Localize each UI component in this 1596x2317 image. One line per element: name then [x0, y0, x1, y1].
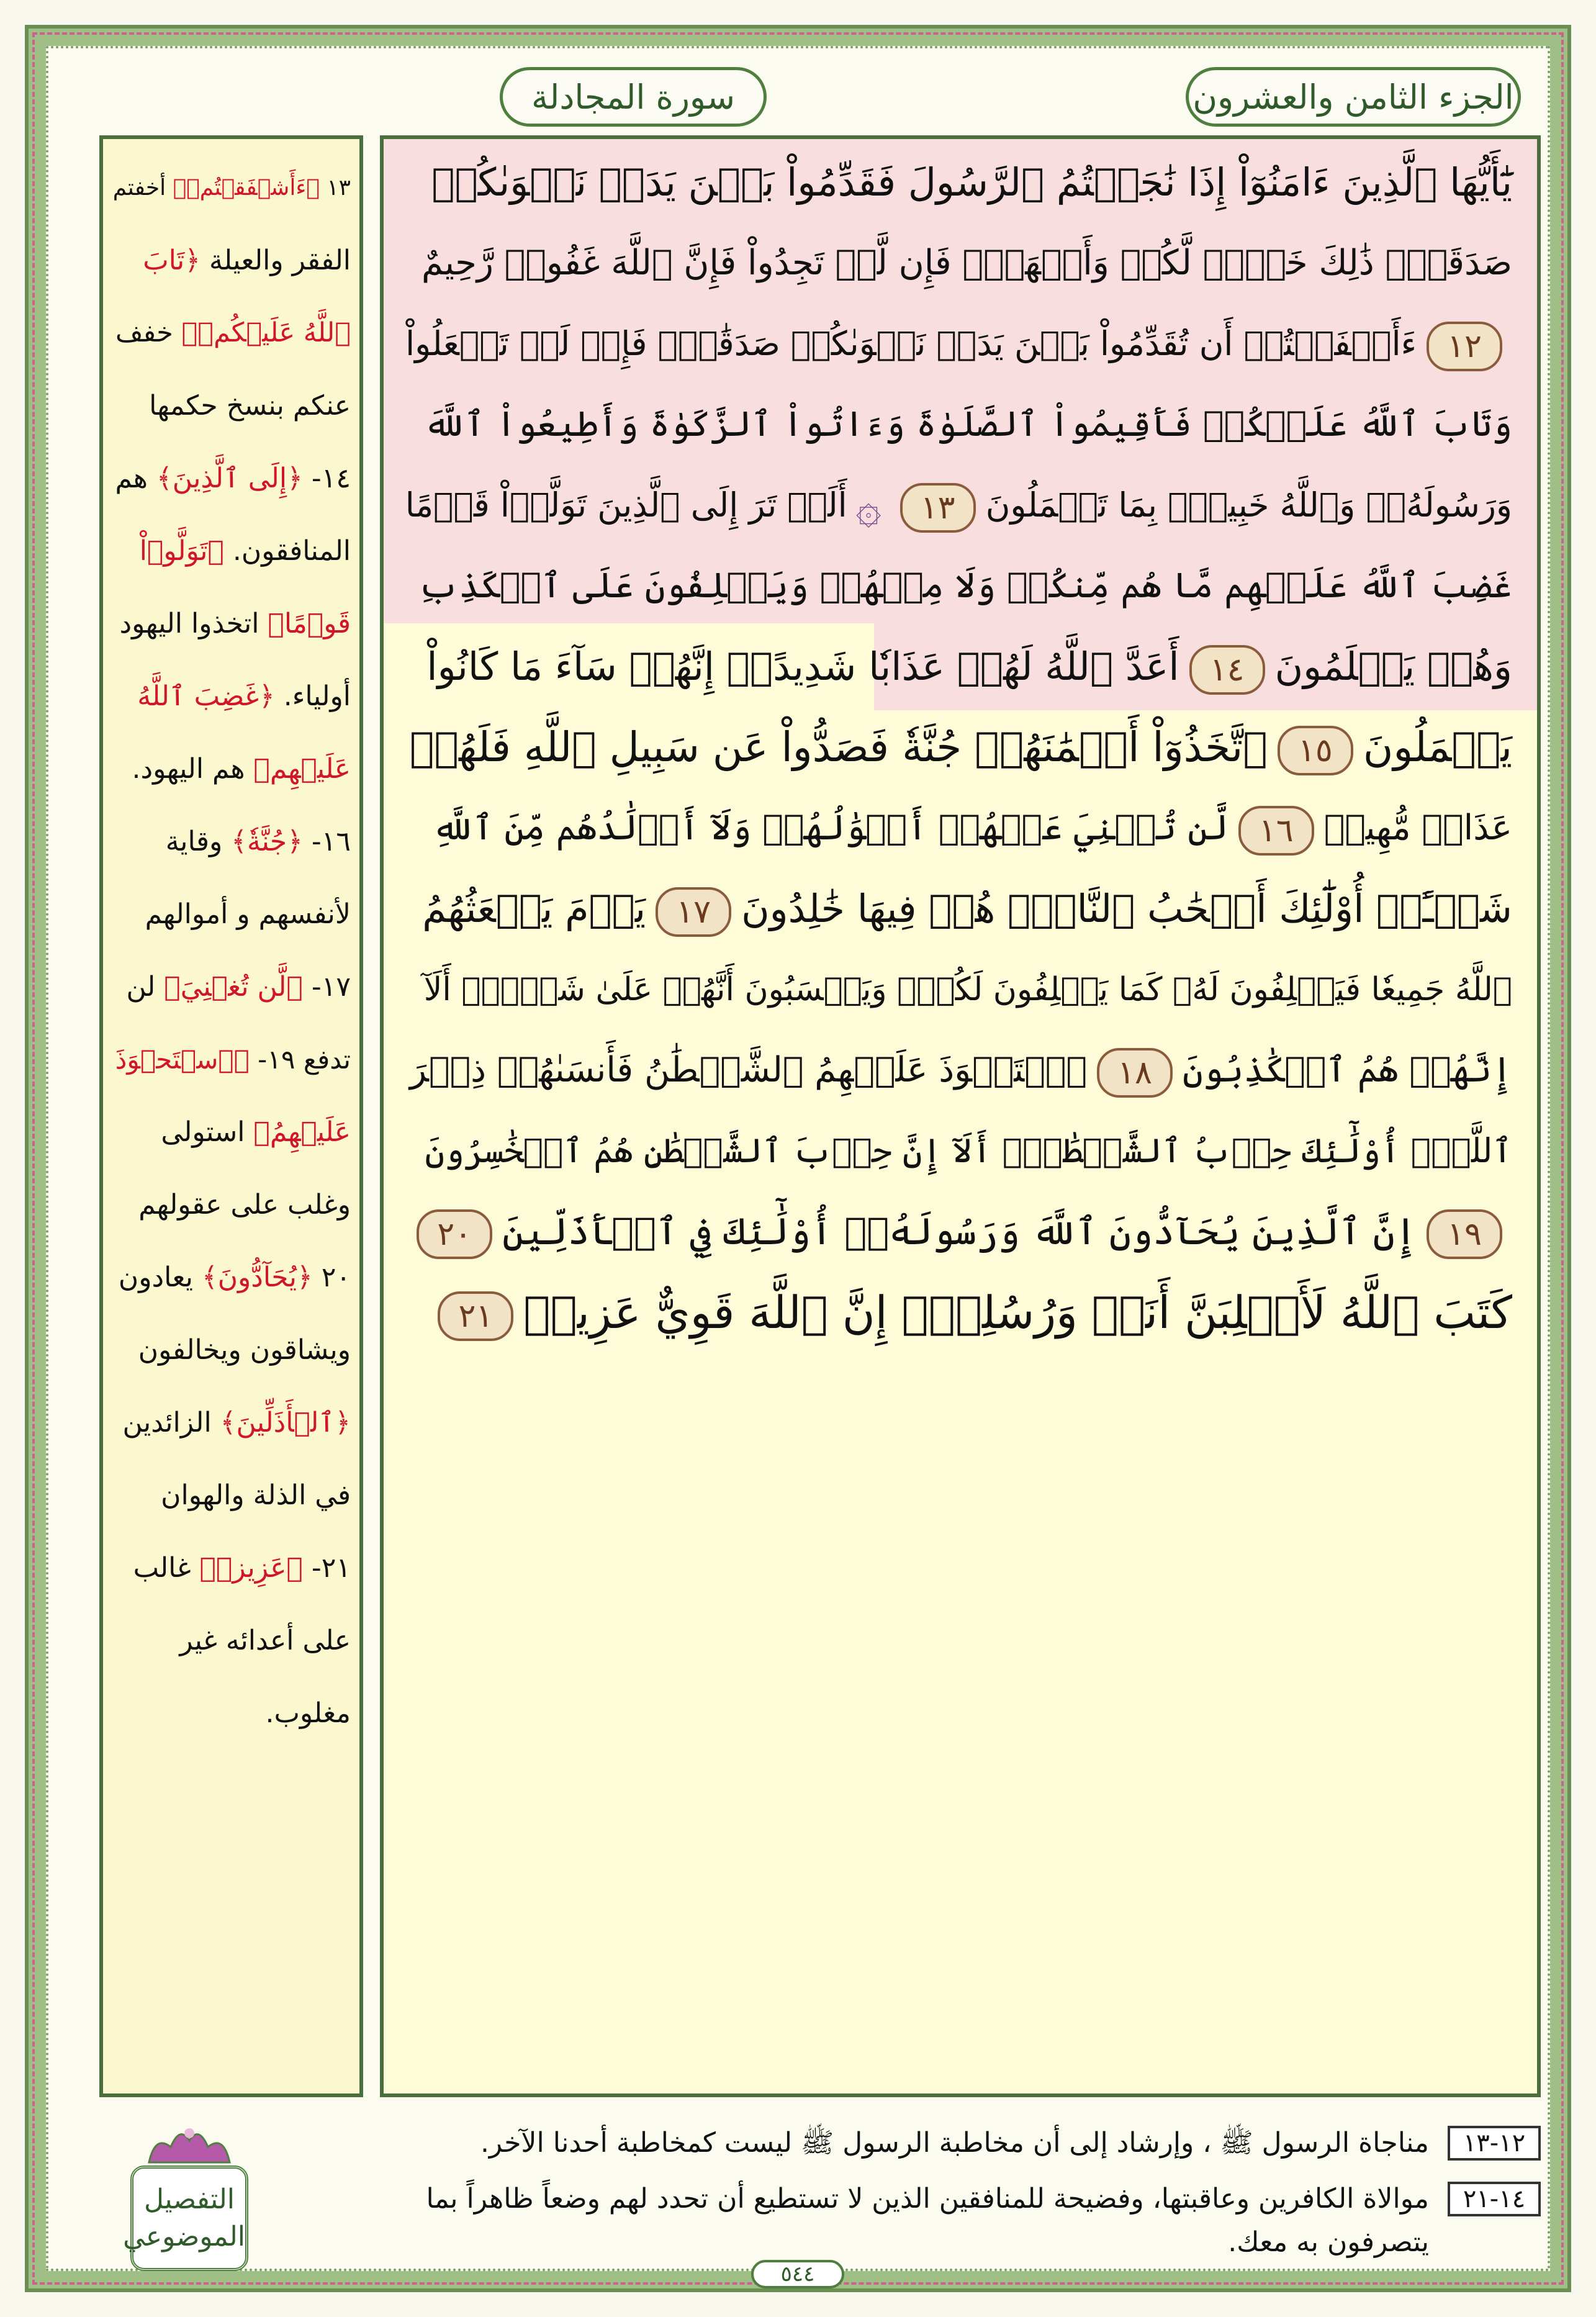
verse-line — [432, 785, 1512, 872]
topic-row — [312, 2121, 1541, 2166]
glossary-text: ويشاقون ويخالفون — [138, 1334, 351, 1366]
glossary-line — [112, 1604, 351, 1677]
glossary-text: على أعدائه غير — [179, 1625, 351, 1656]
glossary-text: أخفتم — [112, 175, 173, 201]
glossary-text: ١٣ — [319, 175, 351, 201]
ayah-number-marker: ١٤ — [1189, 645, 1265, 695]
glossary-line — [112, 151, 351, 224]
glossary-text: ٢٠ — [312, 1262, 351, 1293]
verse-text: وَتَابَ ٱللَّهُ عَلَيۡكُمۡ فَأَقِيمُواْ ٱلصَّلَوٰةَ وَءَاتُواْ ٱلزَّكَوٰةَ وَأَطِيعُواْ ٱللَّهَ — [423, 404, 1512, 445]
verse-text: إِنَّهُمۡ هُمُ ٱلۡكَٰذِبُونَ — [1183, 1050, 1512, 1090]
verse-line — [431, 139, 1512, 226]
glossary-text: خفف — [115, 317, 182, 348]
glossary-line — [112, 1168, 351, 1241]
glossary-term: ﴿إِلَى ٱلَّذِينَ﴾ — [156, 463, 303, 494]
verse-line — [424, 381, 1512, 468]
glossary-line — [112, 1314, 351, 1386]
glossary-term: ﴿لَّن تُغۡنِيَ﴾ — [164, 971, 303, 1003]
glossary-text: عنكم بنسخ حكمها — [149, 390, 351, 422]
verse-text: يَوۡمَ يَبۡعَثُهُمُ — [422, 886, 646, 931]
glossary-text: لن — [126, 971, 165, 1003]
glossary-text: وقاية — [165, 826, 232, 857]
glossary-text: ١٧- — [302, 971, 351, 1003]
badge-label — [123, 2166, 248, 2271]
verse-line — [405, 462, 1512, 549]
topic-row-continued — [312, 2220, 1541, 2265]
glossary-text: ١٤- — [302, 463, 351, 494]
ayah-number-marker: ١٣ — [900, 483, 976, 533]
glossary-term: ﴿ٱلۡأَذَلِّينَ﴾ — [220, 1407, 351, 1439]
verse-line — [426, 623, 1512, 710]
verse-line — [422, 865, 1512, 952]
verse-text: عَذَابٞ مُّهِينٞ — [1323, 808, 1512, 848]
topic-range: ١٤-٢١ — [1448, 2182, 1541, 2216]
ornament-icon — [143, 2122, 236, 2166]
glossary-text: في الذلة والهوان — [161, 1479, 351, 1511]
glossary-line — [112, 878, 351, 951]
verse-text: كَتَبَ ٱللَّهُ لَأَغۡلِبَنَّ أَنَا۠ وَرُسُلِيٓۚ إِنَّ ٱللَّهَ قَوِيٌّ عَزِيزٞ — [523, 1286, 1512, 1339]
glossary-text: الزائدين — [122, 1407, 220, 1439]
verse-text: شَيۡـًٔاۚ أُوْلَٰٓئِكَ أَصۡحَٰبُ ٱلنَّارِۖ هُمۡ فِيهَا خَٰلِدُونَ — [741, 886, 1512, 931]
ayah-number-marker: ١٨ — [1097, 1048, 1173, 1098]
verse-text: لَّن تُغۡنِيَ عَنۡهُمۡ أَمۡوَٰلُهُمۡ وَلَآ أَوۡلَٰدُهُم مِّنَ ٱللَّهِ — [432, 808, 1229, 848]
verse-line — [405, 300, 1512, 387]
verse-line — [407, 1188, 1512, 1275]
verse-text: ءَأَشۡفَقۡتُمۡ أَن تُقَدِّمُواْ بَيۡنَ يَدَيۡ نَجۡوَىٰكُمۡ صَدَقَٰتٖۚ فَإِذۡ لَمۡ تَفۡعَلُواْ — [405, 324, 1417, 363]
glossary-line — [112, 1459, 351, 1532]
glossary-term: ﴿تَابَ — [143, 245, 201, 276]
page-number: ٥٤٤ — [751, 2260, 844, 2288]
glossary-term: قَوۡمًا﴾ — [268, 608, 351, 639]
verse-text: يَعۡمَلُونَ — [1363, 723, 1512, 771]
glossary-line — [112, 587, 351, 660]
verse-line — [425, 1108, 1512, 1195]
verse-text: أَلَمۡ تَرَ إِلَى ٱلَّذِينَ تَوَلَّوۡاْ قَوۡمًا — [405, 486, 847, 525]
topic-text: مناجاة الرسول ﷺ ، وإرشاد إلى أن مخاطبة الرسول ﷺ ليست كمخاطبة أحدنا الآخر. — [480, 2127, 1429, 2159]
glossary-term: ﴿تَوَلَّوۡاْ — [139, 535, 224, 567]
glossary-term: عَلَيۡهِمُ﴾ — [253, 1116, 351, 1148]
badge-line: الموضوعي — [123, 2221, 245, 2252]
ayah-number-marker: ١٥ — [1278, 726, 1353, 775]
glossary-line — [112, 733, 351, 805]
glossary-text: وغلب على عقولهم — [138, 1189, 351, 1221]
glossary-text: هم اليهود. — [132, 753, 254, 785]
verse-text: ٱسۡتَحۡوَذَ عَلَيۡهِمُ ٱلشَّيۡطَٰنُ فَأَنسَىٰهُمۡ ذِكۡرَ — [410, 1050, 1088, 1090]
glossary-text: تدفع ١٩- — [249, 1044, 351, 1075]
verse-panel — [380, 135, 1541, 2097]
surah-title: سورة المجادلة — [500, 67, 767, 127]
ayah-number-marker: ٢٠ — [417, 1209, 492, 1259]
ayah-number-marker: ٢١ — [438, 1291, 513, 1341]
hizb-star-icon: ۞ — [855, 482, 881, 533]
topic-text: موالاة الكافرين وعاقبتها، وفضيحة للمنافقين الذين لا تستطيع أن تحدد لهم وضعاً ظاهراً بما — [426, 2183, 1429, 2215]
juz-title: الجزء الثامن والعشرون — [1186, 67, 1521, 127]
glossary-text: مغلوب. — [265, 1697, 351, 1729]
glossary-line — [112, 1096, 351, 1168]
glossary-term: ٱللَّهُ عَلَيۡكُمۡ﴾ — [181, 317, 351, 348]
glossary-line — [112, 1241, 351, 1314]
ayah-number-marker: ١٧ — [656, 887, 731, 937]
verse-text: إِنَّ ٱلَّذِينَ يُحَآدُّونَ ٱللَّهَ وَرَسُولَهُۥٓ أُوْلَٰٓئِكَ فِي ٱلۡأَذَلِّينَ — [502, 1210, 1417, 1253]
topic-text: يتصرفون به معك. — [1228, 2226, 1429, 2258]
glossary-sidebar — [99, 135, 363, 2097]
glossary-line — [112, 1532, 351, 1604]
topic-row — [312, 2177, 1541, 2221]
glossary-line — [112, 369, 351, 442]
verse-line — [422, 220, 1512, 307]
verse-text: أَعَدَّ ٱللَّهُ لَهُمۡ عَذَابٗا شَدِيدًاۖ إِنَّهُمۡ سَآءَ مَا كَانُواْ — [426, 644, 1179, 689]
verse-line — [424, 946, 1512, 1033]
glossary-line — [112, 297, 351, 369]
glossary-text: ٢١- — [302, 1552, 351, 1584]
verse-text: ٱللَّهِۚ أُوْلَٰٓئِكَ حِزۡبُ ٱلشَّيۡطَٰنِۚ أَلَآ إِنَّ حِزۡبَ ٱلشَّيۡطَٰنِ هُمُ ٱلۡخَٰسِرُونَ — [425, 1131, 1512, 1170]
glossary-text: ١٦- — [302, 826, 351, 857]
verse-line — [418, 543, 1512, 630]
glossary-text: اتخذوا اليهود — [119, 608, 268, 639]
glossary-line — [112, 951, 351, 1023]
glossary-line — [112, 805, 351, 878]
verse-text: وَرَسُولَهُۥۚ وَٱللَّهُ خَبِيرُۢ بِمَا تَعۡمَلُونَ — [985, 486, 1512, 525]
verse-line — [428, 1269, 1512, 1356]
glossary-text: استولى — [161, 1116, 254, 1148]
ayah-number-marker: ١٦ — [1238, 806, 1314, 856]
verse-line — [410, 704, 1512, 791]
glossary-term: ﴿يُحَآدُّونَ﴾ — [201, 1262, 313, 1293]
verse-text: صَدَقَةٗۚ ذَٰلِكَ خَيۡرٞ لَّكُمۡ وَأَطۡهَرُۚ فَإِن لَّمۡ تَجِدُواْ فَإِنَّ ٱللَّهَ غَفُورٞ رَّحِيمٌ — [422, 243, 1512, 283]
glossary-line — [112, 515, 351, 587]
verse-text: وَهُمۡ يَعۡلَمُونَ — [1274, 644, 1512, 689]
verse-line — [410, 1027, 1512, 1114]
glossary-text: الفقر والعيلة — [201, 245, 351, 276]
glossary-text: يعادون — [118, 1262, 202, 1293]
verse-text: ٱللَّهُ جَمِيعٗا فَيَحۡلِفُونَ لَهُۥ كَمَا يَحۡلِفُونَ لَكُمۡۖ وَيَحۡسَبُونَ أَنَّهُمۡ عَلَىٰ شَيۡءٍۚ أَلَآ — [423, 971, 1512, 1008]
glossary-text: لأنفسهم و أموالهم — [145, 898, 351, 930]
glossary-term: ﴿جُنَّةٗ﴾ — [231, 826, 303, 857]
glossary-line — [112, 1386, 351, 1459]
glossary-text: المنافقون. — [223, 535, 351, 567]
glossary-term: ﴿ءَأَشۡفَقۡتُمۡ﴾ — [173, 175, 320, 201]
glossary-term: ﴿عَزِيزٞ﴾ — [199, 1552, 303, 1584]
glossary-line — [112, 224, 351, 297]
glossary-text: غالب — [133, 1552, 200, 1584]
verse-text: يَٰٓأَيُّهَا ٱلَّذِينَ ءَامَنُوٓاْ إِذَا نَٰجَيۡتُمُ ٱلرَّسُولَ فَقَدِّمُواْ بَيۡنَ يَدَيۡ نَجۡوَىٰكُمۡ — [431, 160, 1512, 205]
glossary-line — [112, 442, 351, 515]
verse-text: غَضِبَ ٱللَّهُ عَلَيۡهِم مَّا هُم مِّنكُمۡ وَلَا مِنۡهُمۡ وَيَحۡلِفُونَ عَلَى ٱلۡكَذِبِ — [418, 566, 1512, 606]
badge-line: التفصيل — [144, 2184, 235, 2215]
verse-text: ٱتَّخَذُوٓاْ أَيۡمَٰنَهُمۡ جُنَّةٗ فَصَدُّواْ عَن سَبِيلِ ٱللَّهِ فَلَهُمۡ — [409, 723, 1268, 771]
glossary-term: ﴿ٱسۡتَحۡوَذَ — [115, 1044, 250, 1075]
ayah-number-marker: ١٩ — [1427, 1209, 1502, 1259]
ayah-number-marker: ١٢ — [1427, 322, 1502, 371]
topic-range: ١٢-١٣ — [1448, 2126, 1541, 2161]
glossary-line — [112, 1677, 351, 1750]
topical-badge — [124, 2122, 255, 2277]
glossary-term: ﴿غَضِبَ ٱللَّهُ — [137, 680, 275, 712]
glossary-text: هم — [115, 463, 156, 494]
glossary-term: عَلَيۡهِم﴾ — [253, 753, 351, 785]
glossary-line — [112, 1023, 351, 1096]
glossary-line — [112, 660, 351, 733]
glossary-text: أولياء. — [274, 680, 351, 712]
